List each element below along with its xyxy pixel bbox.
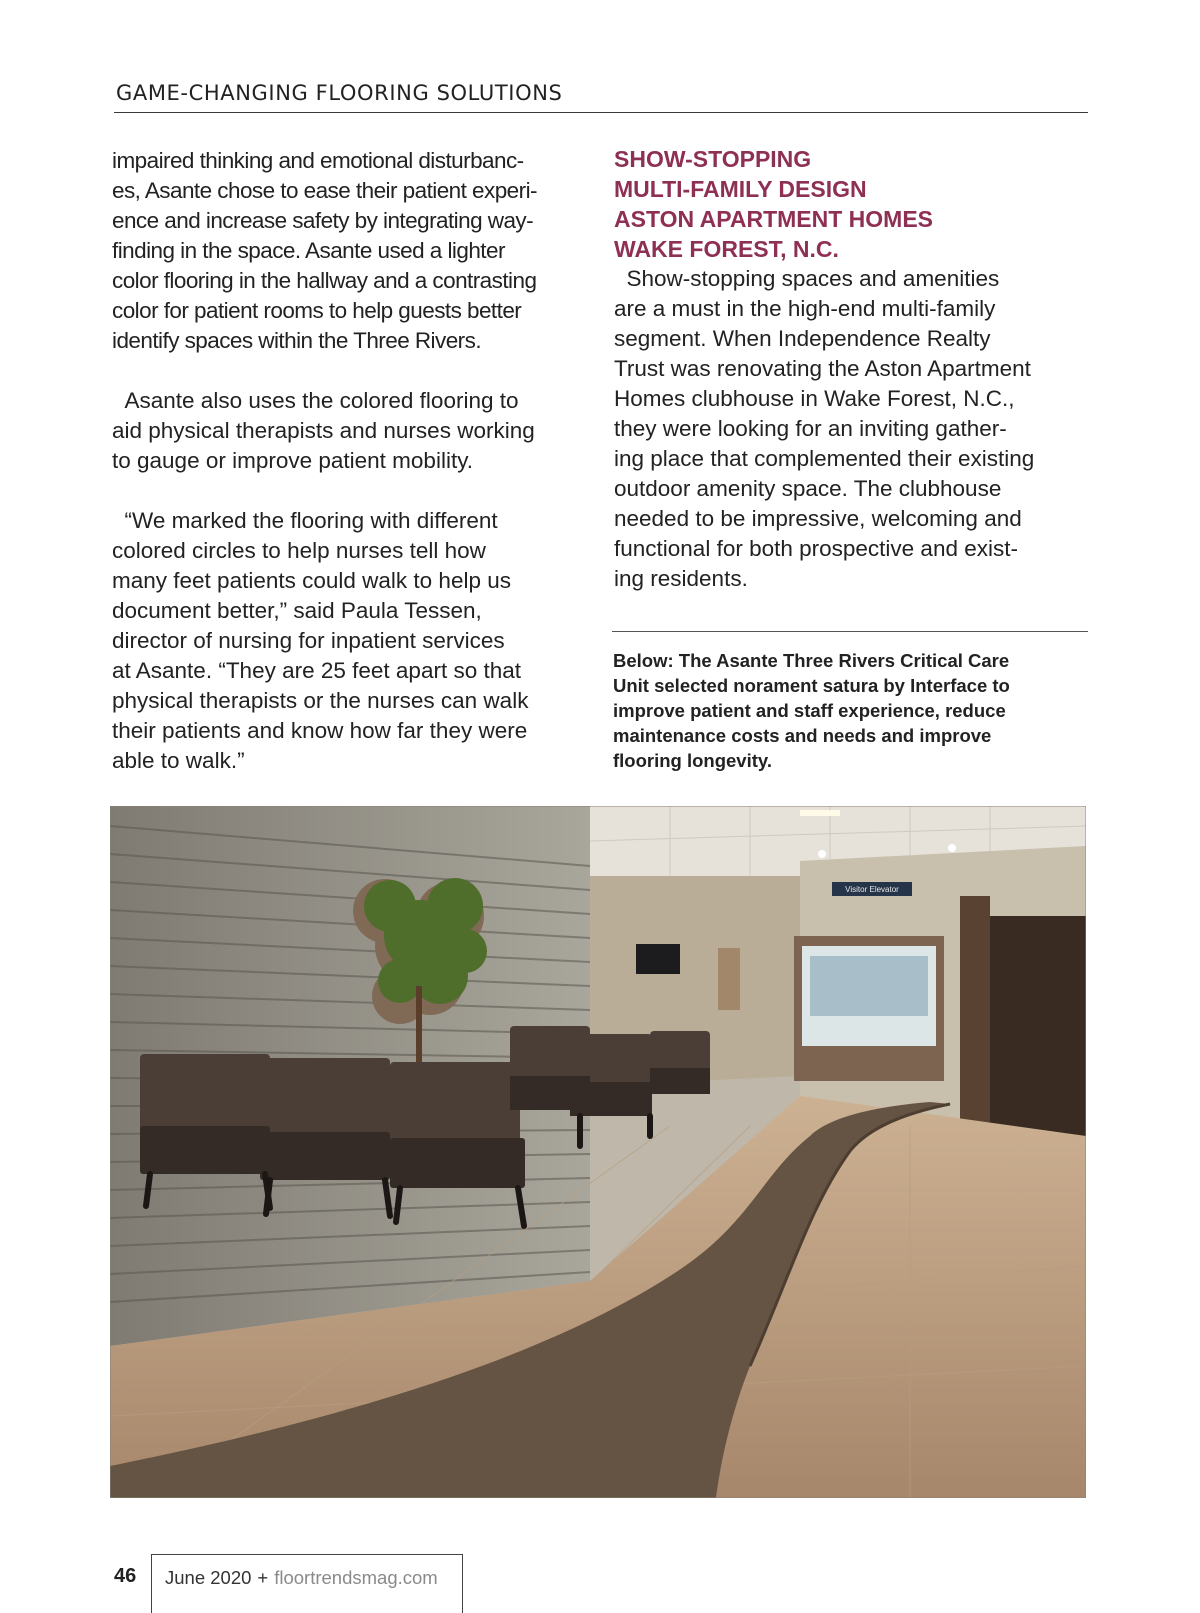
section-title: GAME-CHANGING FLOORING SOLUTIONS (116, 81, 563, 105)
paragraph: “We marked the flooring with different colored circles to help nurses tell how many feet patients could walk to help us document better,” said Paula Tessen, director of nursing for inpatient services at Asante. “They are 25 feet apart so that physical therapists or the nurses can walk their patients and know how far they were able to walk.” (112, 508, 529, 773)
elevator-sign: Visitor Elevator (845, 885, 899, 894)
right-column (614, 144, 1094, 594)
running-header (114, 80, 1088, 113)
website-link[interactable]: floortrendsmag.com (274, 1567, 438, 1588)
paragraph: Asante also uses the colored flooring to aid physical therapists and nurses working to gauge or improve patient mobility. (112, 388, 535, 473)
left-column (112, 146, 592, 776)
caption-divider (612, 631, 1088, 632)
page-number: 46 (114, 1565, 137, 1587)
subheading: SHOW-STOPPING MULTI-FAMILY DESIGN ASTON APARTMENT HOMES WAKE FOREST, N.C. (614, 146, 934, 262)
footer-separator: + (257, 1567, 269, 1588)
wall-tv (636, 944, 680, 974)
paragraph: Show-stopping spaces and amenities are a must in the high-end multi-family segment. When Independence Realty Trust was renovating the Aston Apartment Homes clubhouse in Wake Forest, N.C., they were looking for an inviting gather- ing place that complemented their existing outdoor amenity space. The clubhouse needed to be impressive, welcoming and functional for both prospective and exist- ing residents. (614, 266, 1035, 591)
issue-date: June 2020 (165, 1567, 252, 1588)
hospital-hallway-photo (110, 806, 1086, 1498)
paragraph: impaired thinking and emotional disturbanc- es, Asante chose to ease their patient experi- ence and increase safety by integrating way- finding in the space. Asante used a lighter color flooring in the hallway and a contrasting color for patient rooms to help guests better identify spaces within the Three Rivers. (112, 148, 537, 353)
photo-caption: Below: The Asante Three Rivers Critical Care Unit selected norament satura by Interface to improve patient and staff experience, reduce maintenance costs and needs and improve flooring longevity. (613, 650, 1010, 771)
footer-box (151, 1554, 463, 1613)
footer-text (165, 1567, 438, 1589)
